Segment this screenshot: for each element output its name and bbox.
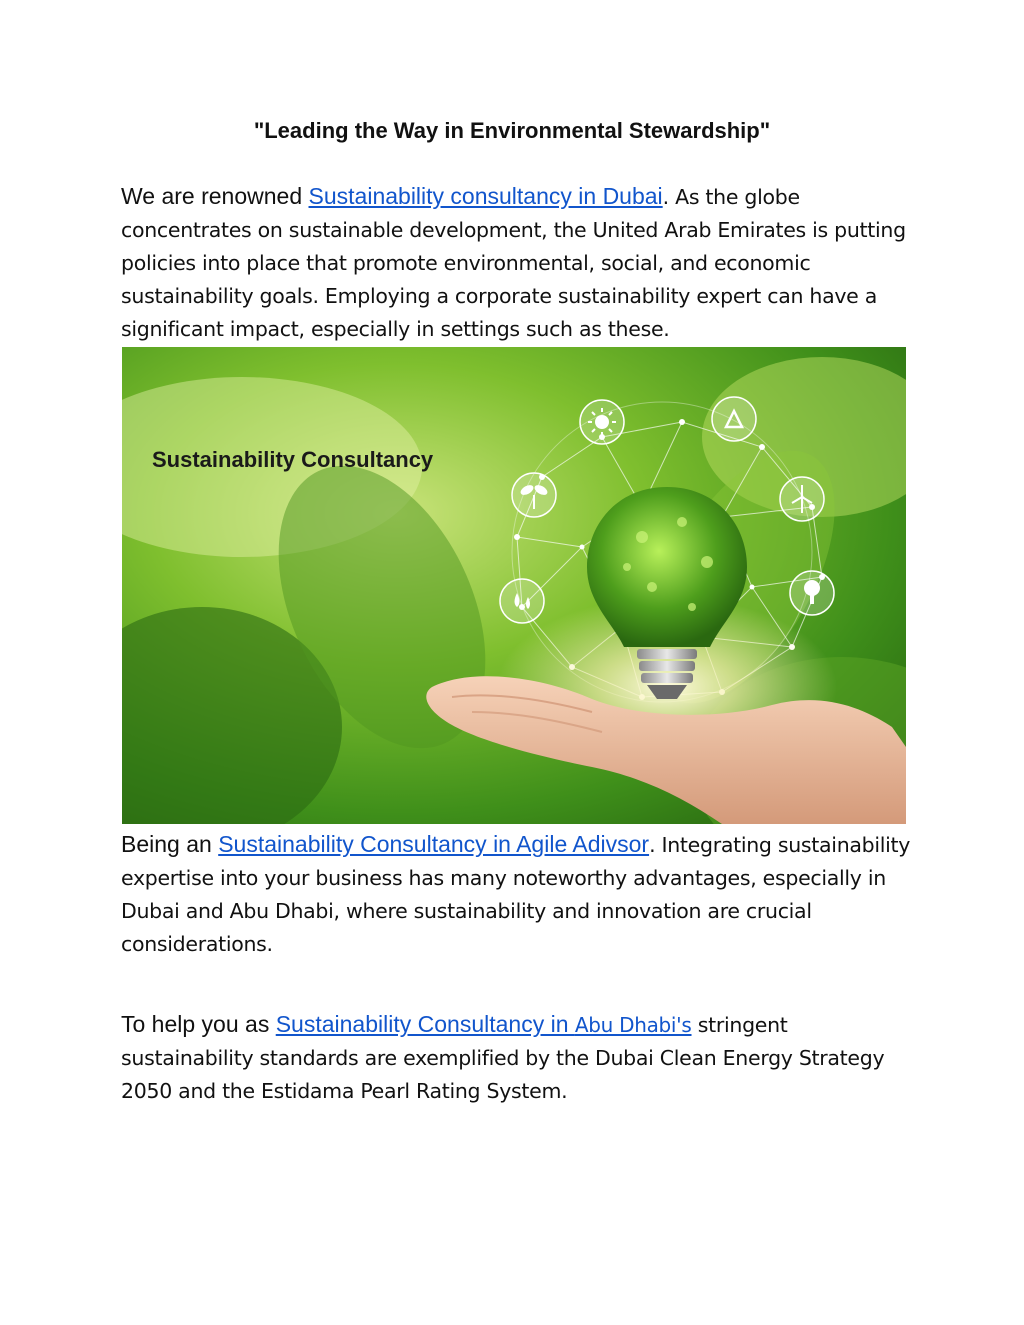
recycle-icon	[712, 397, 756, 441]
standards-paragraph	[121, 1008, 921, 1108]
abu-dhabi-link-alt: Abu Dhabi's	[574, 1013, 692, 1037]
page-title: "Leading the Way in Environmental Stewardship"	[253, 118, 771, 143]
intro-lead: We are renowned	[121, 183, 309, 209]
abu-dhabi-link-main: Sustainability Consultancy in	[275, 1011, 575, 1037]
intro-rest: . As the globe concentrates on sustainable development, the United Arab Emirates is putting policies into place that promote environmental, social, and economic sustainability goals. Employing a corporate sustainability expert can have a significant impact, especially in settings such as these.	[121, 185, 906, 341]
abu-dhabi-consultancy-link[interactable]	[276, 1011, 692, 1037]
benefits-lead: Being an	[121, 831, 219, 857]
sprout-icon	[512, 473, 556, 517]
agile-advisor-link[interactable]: Sustainability Consultancy in Agile Adivsor	[218, 831, 650, 857]
standards-rest: stringent sustainability standards are exemplified by the Dubai Clean Energy Strategy 2050 and the Estidama Pearl Rating System.	[121, 1013, 885, 1103]
image-caption: Sustainability Consultancy	[152, 447, 434, 472]
intro-paragraph	[121, 180, 921, 346]
tree-icon	[790, 571, 834, 615]
benefits-rest: . Integrating sustainability expertise into your business has many noteworthy advantages, especially in Dubai and Abu Dhabi, where sustainability and innovation are crucial considerations.	[121, 833, 911, 956]
benefits-paragraph	[121, 828, 921, 961]
water-drops-icon	[500, 579, 544, 623]
dubai-consultancy-link[interactable]: Sustainability consultancy in Dubai	[308, 183, 663, 209]
hero-image	[122, 347, 906, 824]
wind-turbine-icon	[780, 477, 824, 521]
standards-lead: To help you as	[121, 1011, 276, 1037]
sun-icon	[580, 400, 624, 444]
